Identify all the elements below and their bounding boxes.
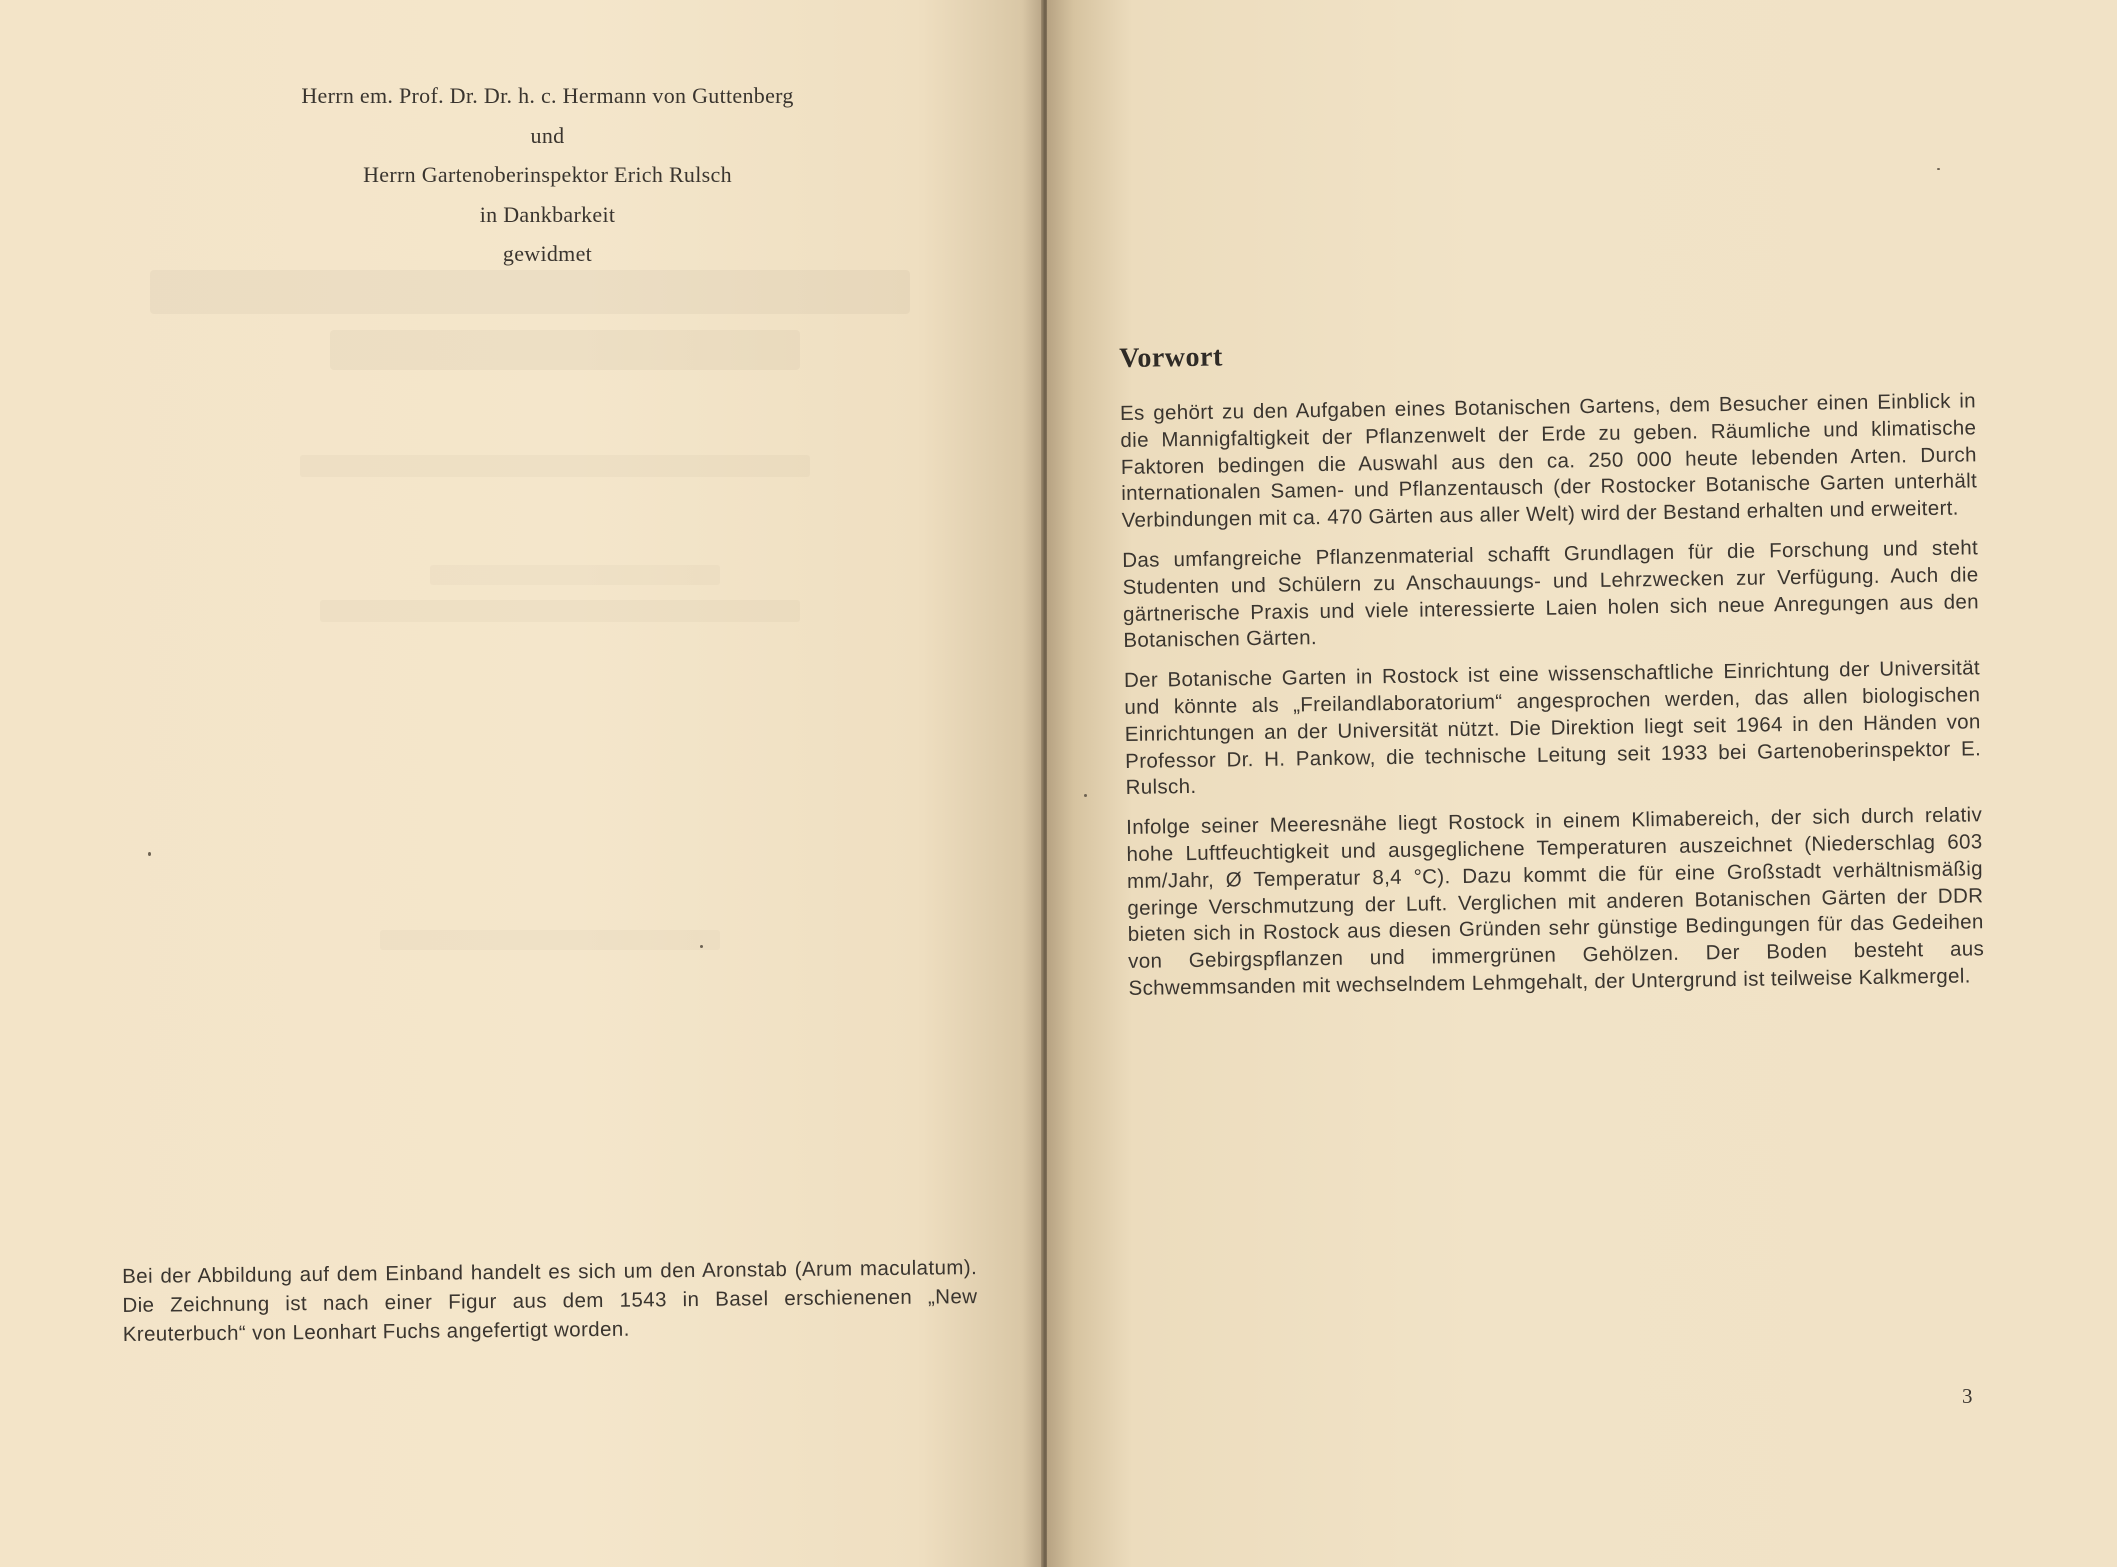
- dedication-line-5: gewidmet: [502, 241, 593, 266]
- paper-speck: [1084, 794, 1087, 797]
- show-through-line-3: [320, 600, 800, 622]
- paper-speck: [148, 852, 151, 856]
- show-through-line-4: [380, 930, 720, 950]
- foreword-heading: Vorwort: [1119, 341, 1224, 374]
- page-number: 3: [1962, 1384, 1973, 1408]
- show-through-title: [150, 270, 910, 314]
- dedication: [160, 76, 935, 274]
- show-through-line-1: [300, 455, 810, 477]
- foreword: [1119, 330, 1985, 1015]
- dedication-line-4: in Dankbarkeit: [479, 201, 616, 227]
- foreword-paragraph-1: Es gehört zu den Aufgaben eines Botanischen Gartens, dem Besucher einen Einblick in die Mannigfaltigkeit der Pflanzenwelt der Erde zu geben. Räumliche und klimatische Faktoren bedingen die Auswahl aus den ca. 250 000 heute lebenden Arten. Durch internationalen Samen- und Pflanzentausch (der Rostocker Botanische Garten unterhält Verbindungen mit ca. 470 Gärten aus aller Welt) wird der Bestand erhalten und erweitert.: [1119, 389, 1978, 533]
- cover-illustration-note: Bei der Abbildung auf dem Einband handelt es sich um den Aronstab (Arum maculatum). Die Zeichnung ist nach einer Figur aus dem 1543 in Basel erschienenen „New Kreuterbuch“ von Leonhart Fuchs angefertigt worden.: [122, 1256, 978, 1346]
- dedication-line-1: Herrn em. Prof. Dr. Dr. h. c. Hermann von Guttenberg: [301, 83, 794, 108]
- paper-speck: [700, 945, 703, 948]
- foreword-paragraph-3: Der Botanische Garten in Rostock ist eine wissenschaftliche Einrichtung der Universität und könnte als „Freilandlaboratorium“ angesprochen werden, das allen biologischen Einrichtungen an der Universität nützt. Die Direktion liegt seit 1964 in den Händen von Professor Dr. H. Pankow, die technische Leitung seit 1933 bei Gartenoberinspektor E. Rulsch.: [1123, 656, 1982, 800]
- foreword-paragraph-2: Das umfangreiche Pflanzenmaterial schafft Grundlagen für die Forschung und steht Studenten und Schülern zu Anschauungs- und Lehrzwecken zur Verfügung. Auch die gärtnerische Praxis und viele interessierte Laien holen sich neue Anregungen aus den Botanischen Gärten.: [1122, 536, 1980, 653]
- dedication-line-2: und: [530, 122, 565, 148]
- paper-speck: [1937, 168, 1940, 170]
- foreword-paragraph-4: Infolge seiner Meeresnähe liegt Rostock in einem Klimabereich, der sich durch relativ hohe Luftfeuchtigkeit und ausgeglichene Temperaturen auszeichnet (Niederschlag 603 mm/Jahr, Ø Temperatur 8,4 °C). Dazu kommt die für eine Großstadt verhältnismäßig geringe Verschmutzung der Luft. Verglichen mit anderen Botanischen Gärten der DDR bieten sich in Rostock aus diesen Gründen sehr günstige Bedingungen für das Gedeihen von Gebirgspflanzen und immergrünen Gehölzen. Der Boden besteht aus Schwemmsanden mit wechselndem Lehmgehalt, der Untergrund ist teilweise Kalkmergel.: [1126, 803, 1985, 1000]
- show-through-line-2: [430, 565, 720, 585]
- dedication-line-3: Herrn Gartenoberinspektor Erich Rulsch: [363, 162, 732, 187]
- show-through-subtitle: [330, 330, 800, 370]
- left-page: [0, 0, 1043, 1567]
